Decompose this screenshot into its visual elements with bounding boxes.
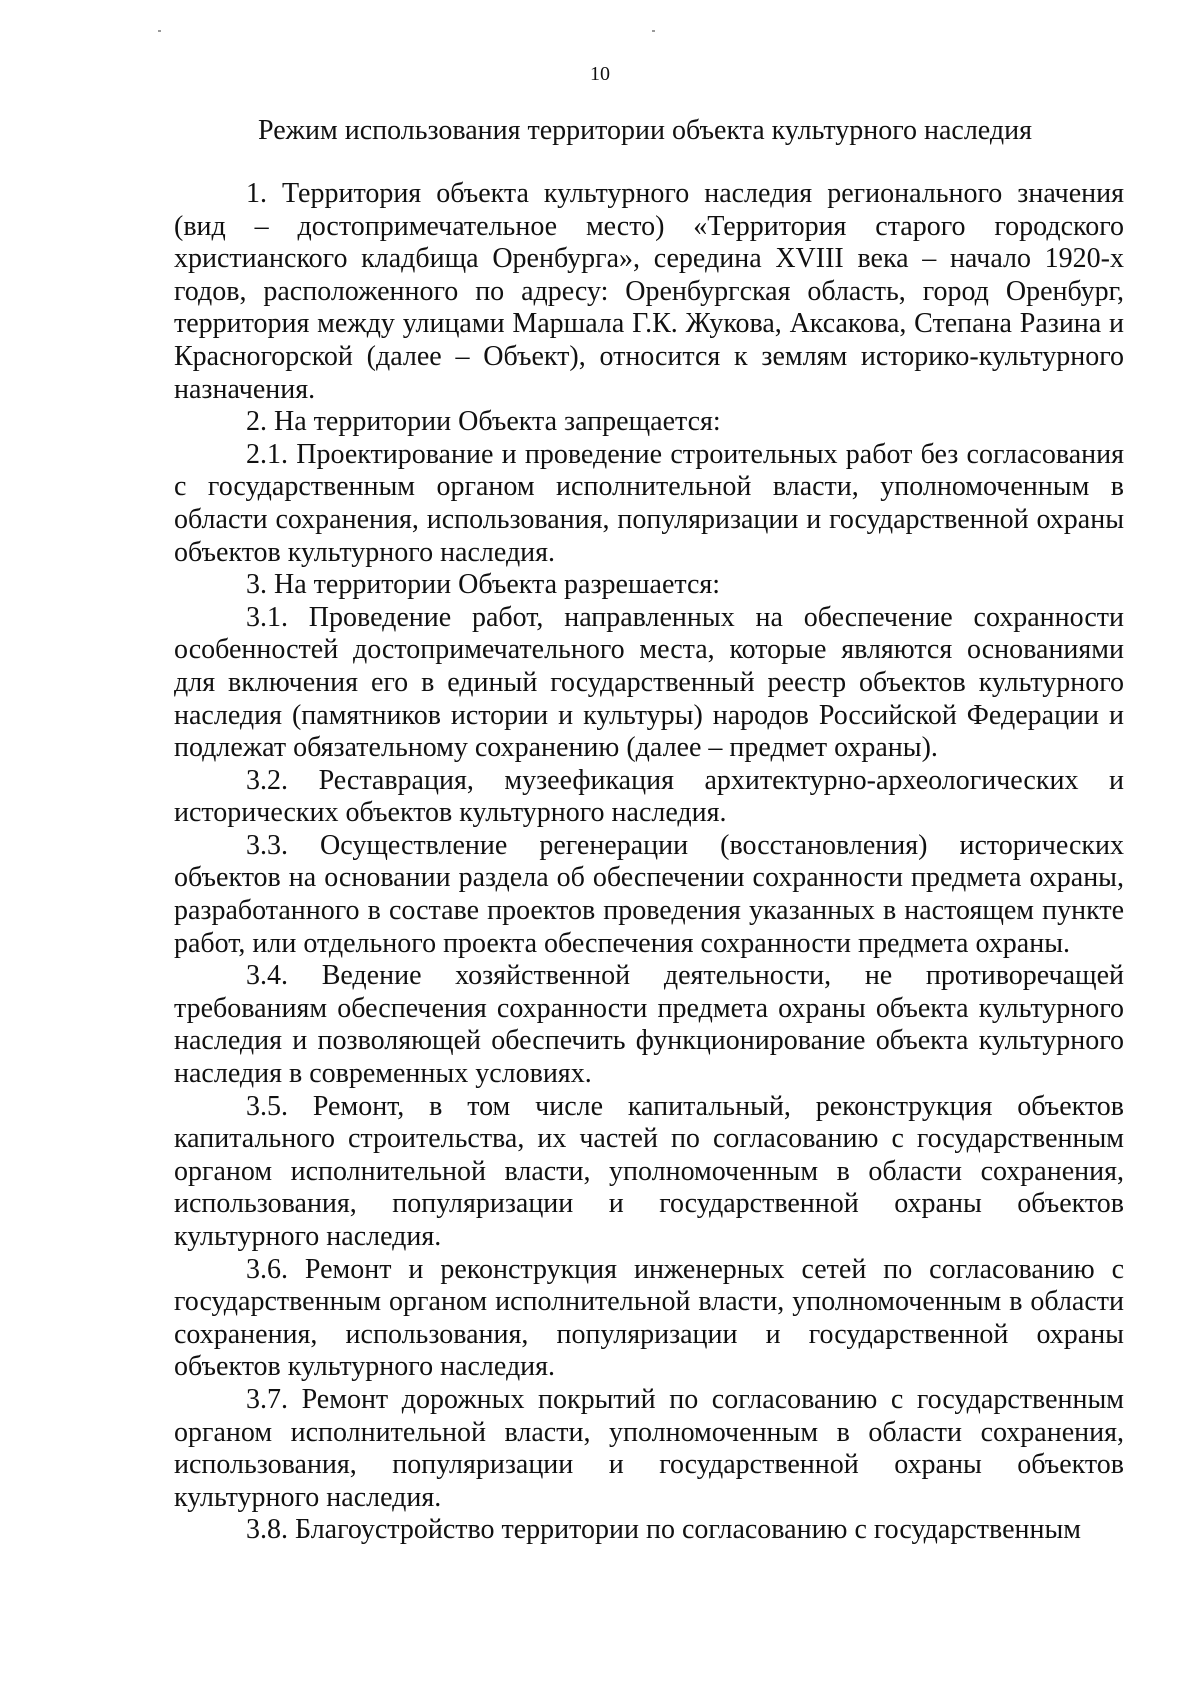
paragraph-3-3: 3.3. Осуществление регенерации (восстановления) исторических объектов на основании раздела об обеспечении сохранности предмета охраны, разработанного в составе проектов проведения указанных в настоящем пункте работ, или отдельного проекта обеспечения сохранности предмета охраны. [174, 829, 1124, 959]
document-body [174, 178, 1124, 1547]
paragraph-3-5: 3.5. Ремонт, в том числе капитальный, реконструкция объектов капитального строительства, их частей по согласованию с государственным органом исполнительной власти, уполномоченным в области сохранения, использования, популяризации и государственной охраны объектов культурного наследия. [174, 1090, 1124, 1252]
scan-speck [652, 30, 655, 32]
paragraph-3-2: 3.2. Реставрация, музеефикация архитектурно-археологических и исторических объектов культурного наследия. [174, 764, 1124, 829]
paragraph-1: 1. Территория объекта культурного наследия регионального значения (вид – достопримечательное место) «Территория старого городского христианского кладбища Оренбурга», середина XVIII века – начало 1920-х годов, расположенного по адресу: Оренбургская область, город Оренбург, территория между улицами Маршала Г.К. Жукова, Аксакова, Степана Разина и Красногорской (далее – Объект), относится к землям историко-культурного назначения. [174, 178, 1124, 405]
document-title: Режим использования территории объекта культурного наследия [258, 115, 1032, 146]
page-number: 10 [590, 63, 610, 85]
paragraph-3-4: 3.4. Ведение хозяйственной деятельности, не противоречащей требованиям обеспечения сохранности предмета охраны объекта культурного наследия и позволяющей обеспечить функционирование объекта культурного наследия в современных условиях. [174, 960, 1124, 1090]
paragraph-2: 2. На территории Объекта запрещается: [246, 406, 721, 438]
paragraph-3: 3. На территории Объекта разрешается: [246, 569, 721, 601]
scan-speck [158, 30, 161, 32]
paragraph-3-8: 3.8. Благоустройство территории по согласованию с государственным [246, 1514, 1081, 1546]
paragraph-2-1: 2.1. Проектирование и проведение строительных работ без согласования с государственным органом исполнительной власти, уполномоченным в области сохранения, использования, популяризации и государственной охраны объектов культурного наследия. [174, 438, 1124, 568]
paragraph-3-6: 3.6. Ремонт и реконструкция инженерных сетей по согласованию с государственным органом исполнительной власти, уполномоченным в области сохранения, использования, популяризации и государственной охраны объектов культурного наследия. [174, 1253, 1124, 1383]
paragraph-3-7: 3.7. Ремонт дорожных покрытий по согласованию с государственным органом исполнительной власти, уполномоченным в области сохранения, использования, популяризации и государственной охраны объектов культурного наследия. [174, 1383, 1124, 1513]
paragraph-3-1: 3.1. Проведение работ, направленных на обеспечение сохранности особенностей достопримечательного места, которые являются основаниями для включения его в единый государственный реестр объектов культурного наследия (памятников истории и культуры) народов Российской Федерации и подлежат обязательному сохранению (далее – предмет охраны). [174, 601, 1124, 764]
